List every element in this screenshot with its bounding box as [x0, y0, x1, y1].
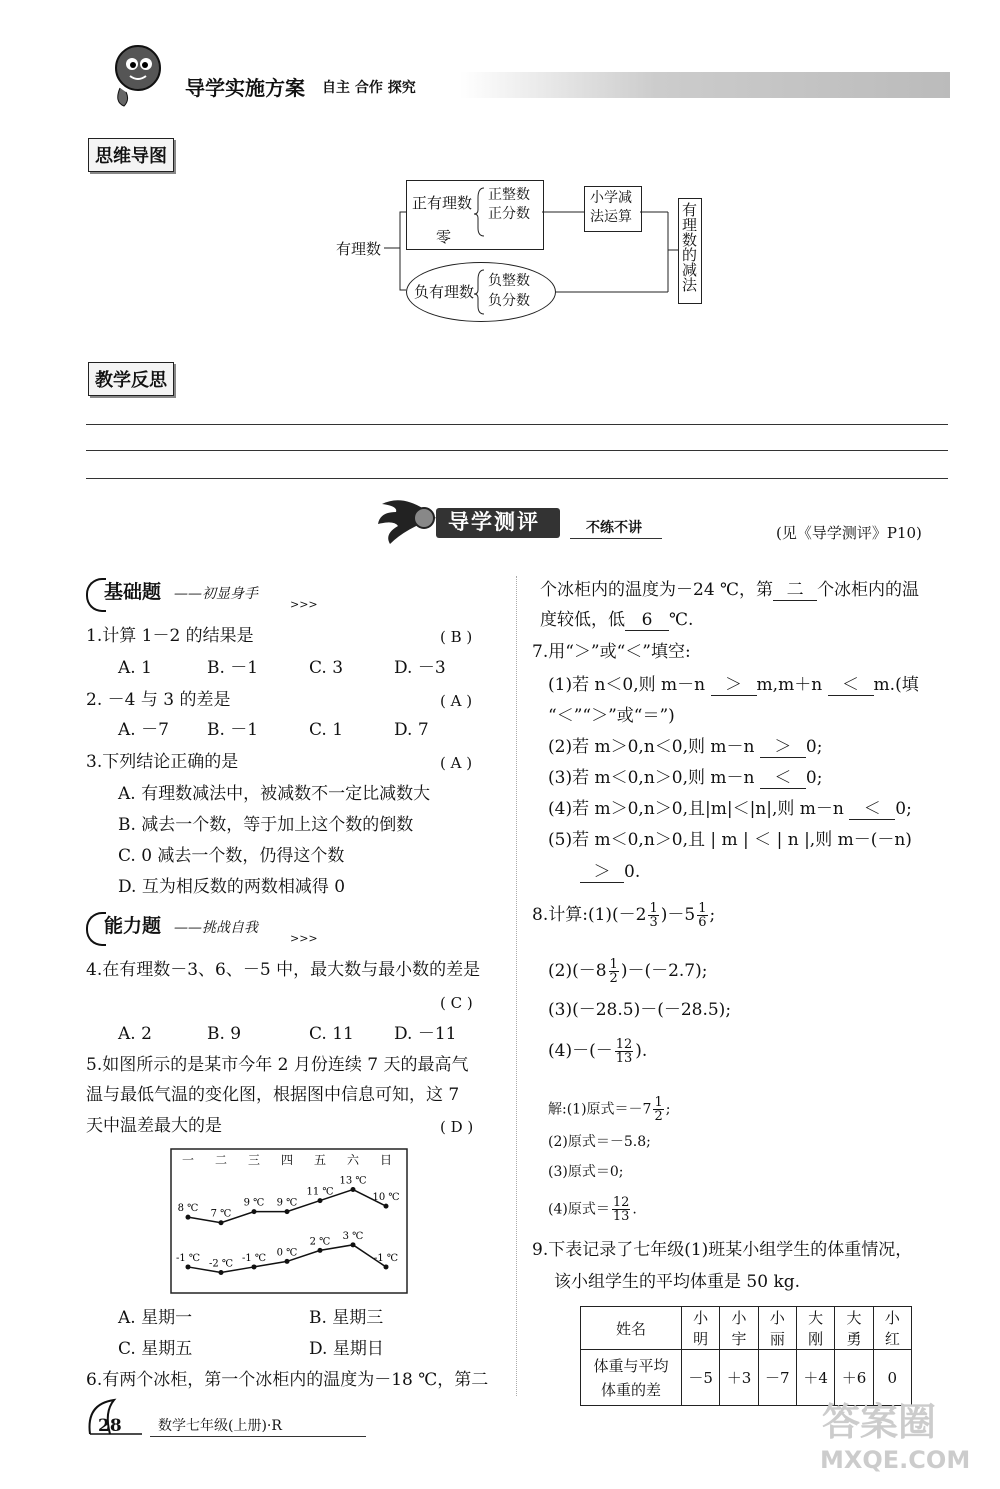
reflection-line [86, 424, 948, 425]
q2-option-a: A. －7 [118, 720, 169, 740]
data-point [351, 1242, 356, 1247]
banner-ref: (见《导学测评》P10) [776, 524, 922, 542]
q4-answer: ( C ) [440, 994, 473, 1012]
q8-part2: (2)(－8 $\frac{1}{2}$ )－(－2.7); [548, 957, 708, 986]
q5-option-c: C. 星期五 [118, 1339, 193, 1359]
q5-line2: 温与最低气温的变化图，根据图中信息可知，这 7 [86, 1085, 460, 1105]
data-label: 2 ℃ [309, 1236, 331, 1248]
table-row [581, 1307, 912, 1350]
x-tick-label: 三 [247, 1153, 261, 1167]
pos-int-label: 正整数 [488, 187, 530, 203]
mindmap-label: 思维导图 [88, 138, 174, 172]
q8-part3: (3)(－28.5)－(－28.5); [548, 1000, 732, 1020]
q5-option-a: A. 星期一 [118, 1308, 193, 1328]
q4-option-c: C. 11 [309, 1024, 354, 1044]
negative-label: 负有理数 [414, 283, 475, 301]
mindmap-root: 有理数 [336, 240, 382, 258]
q4-stem: 4.在有理数－3、6、－5 中，最大数与最小数的差是 [86, 960, 481, 980]
q4-option-a: A. 2 [118, 1024, 152, 1044]
reflection-line [86, 478, 948, 479]
data-point [285, 1209, 290, 1214]
banner-underline [570, 538, 662, 539]
data-point [219, 1220, 224, 1225]
ability-sub: ——挑战自我 [174, 920, 258, 936]
data-point [252, 1264, 257, 1269]
watermark-text1: 答案圈 [822, 1400, 937, 1444]
pos-frac-label: 正分数 [488, 206, 530, 222]
positive-label: 正有理数 [412, 194, 473, 212]
ability-title: 能力题 [104, 915, 162, 937]
q6-blank2: 6 [625, 610, 669, 631]
data-label: -1 ℃ [175, 1252, 201, 1264]
q2-option-d: D. 7 [394, 720, 429, 740]
q6-line3: 度较低，低 6 ℃. [540, 610, 694, 630]
banner-slogan: 不练不讲 [586, 520, 642, 536]
x-tick-label: 五 [313, 1153, 327, 1167]
x-tick-label: 二 [214, 1153, 228, 1167]
q3-option-d: D. 互为相反数的两数相减得 0 [118, 877, 346, 897]
q1-option-a: A. 1 [118, 658, 152, 678]
q4-option-d: D. －11 [394, 1024, 457, 1044]
data-point [285, 1259, 290, 1264]
data-point [384, 1204, 389, 1209]
data-label: -1 ℃ [373, 1252, 399, 1264]
basic-title: 基础题 [104, 581, 162, 603]
q9-line2: 该小组学生的平均体重是 50 kg. [554, 1272, 801, 1292]
q7-part4: (4)若 m＞0,n＞0,且|m|＜|n|,则 m－n ＜ 0; [548, 799, 912, 819]
q8-part4: (4)－(－ $\frac{12}{13}$ ). [548, 1037, 648, 1066]
q3-answer: ( A ) [440, 754, 473, 772]
data-point [186, 1215, 191, 1220]
q7-part3: (3)若 m＜0,n＞0,则 m－n ＜ 0; [548, 768, 823, 788]
table-cell: 姓名 [581, 1307, 682, 1350]
data-label: 3 ℃ [342, 1230, 364, 1242]
q7-part2: (2)若 m＞0,n＜0,则 m－n ＞ 0; [548, 737, 823, 757]
page-number: 28 [98, 1416, 122, 1436]
banner-flame-icon [376, 490, 440, 546]
subtraction-line2: 法运算 [590, 209, 632, 225]
subtraction-line1: 小学减 [590, 190, 632, 206]
basic-arrows: >>> [290, 598, 318, 611]
banner-title: 导学测评 [448, 510, 540, 534]
q8-answer2: (2)原式＝－5.8; [548, 1134, 651, 1150]
data-label: 9 ℃ [243, 1197, 265, 1209]
footer-line [150, 1436, 366, 1437]
weight-table [580, 1306, 912, 1406]
q2-option-c: C. 1 [309, 720, 344, 740]
header-subtitle: 自主 合作 探究 [322, 80, 416, 96]
q7-stem: 7.用“＞”或“＜”填空: [532, 642, 691, 662]
temperature-chart [170, 1148, 410, 1296]
table-cell: 大勇 [835, 1307, 873, 1350]
q6-blank1: 二 [773, 580, 817, 601]
q8-answer3: (3)原式＝0; [548, 1164, 624, 1180]
basic-sub: ——初显身手 [174, 586, 258, 602]
data-point [384, 1264, 389, 1269]
q8-stem: 8.计算:(1)(－2 $\frac{1}{3}$ )－5 $\frac{1}{6}$ ; [532, 901, 716, 930]
data-point [252, 1209, 257, 1214]
q1-option-b: B. －1 [207, 658, 259, 678]
q1-option-c: C. 3 [309, 658, 344, 678]
neg-frac-label: 负分数 [488, 293, 530, 309]
q2-answer: ( A ) [440, 692, 473, 710]
q1-answer: ( B ) [440, 628, 473, 646]
q7-blank4: ＜ [760, 768, 806, 789]
reflection-line [86, 450, 948, 451]
table-cell: ＋6 [835, 1350, 873, 1406]
data-label: 9 ℃ [276, 1197, 298, 1209]
footer-book: 数学七年级(上册)·R [158, 1418, 282, 1434]
q5-answer: ( D ) [440, 1118, 474, 1136]
data-label: 11 ℃ [306, 1186, 334, 1198]
table-cell: 大刚 [796, 1307, 834, 1350]
q2-stem: 2. －4 与 3 的差是 [86, 690, 231, 710]
table-cell: 小明 [682, 1307, 720, 1350]
data-point [186, 1264, 191, 1269]
q9-line1: 9.下表记录了七年级(1)班某小组学生的体重情况， [532, 1240, 913, 1260]
q6-line1: 6.有两个冰柜，第一个冰柜内的温度为－18 ℃，第二 [86, 1370, 489, 1390]
table-cell: 小红 [873, 1307, 911, 1350]
data-label: 0 ℃ [276, 1247, 298, 1259]
watermark-text2: MXQE.COM [820, 1446, 971, 1474]
q1-option-d: D. －3 [394, 658, 446, 678]
q4-option-b: B. 9 [207, 1024, 242, 1044]
table-cell: 小丽 [758, 1307, 796, 1350]
column-divider [516, 576, 517, 1396]
q2-option-b: B. －1 [207, 720, 259, 740]
table-cell: 体重与平均 体重的差 [581, 1350, 682, 1406]
data-label: -1 ℃ [241, 1252, 267, 1264]
header-title: 导学实施方案 [185, 76, 305, 100]
reflection-label: 教学反思 [88, 362, 174, 396]
zero-label: 零 [436, 228, 452, 246]
data-label: -2 ℃ [208, 1258, 234, 1270]
table-cell: ＋4 [796, 1350, 834, 1406]
x-tick-label: 四 [280, 1153, 294, 1167]
data-point [318, 1198, 323, 1203]
q3-option-a: A. 有理数减法中，被减数不一定比减数大 [118, 784, 431, 804]
data-point [318, 1248, 323, 1253]
q5-line1: 5.如图所示的是某市今年 2 月份连续 7 天的最高气 [86, 1055, 469, 1075]
data-label: 7 ℃ [210, 1208, 232, 1220]
table-cell: 小宇 [720, 1307, 758, 1350]
q5-option-d: D. 星期日 [309, 1339, 384, 1359]
q7-blank1: ＞ [711, 675, 757, 696]
q1-stem: 1.计算 1－2 的结果是 [86, 626, 254, 646]
q5-line3: 天中温差最大的是 [86, 1116, 222, 1136]
q8-answer4: (4)原式＝ $\frac{12}{13}$ . [548, 1195, 637, 1224]
data-label: 8 ℃ [177, 1203, 199, 1215]
q7-part5: (5)若 m＜0,n＞0,且 | m | ＜ | n |,则 m－(－n) [548, 830, 912, 850]
q3-stem: 3.下列结论正确的是 [86, 752, 239, 772]
q7-part1-hint: “＜”“＞”或“＝”) [548, 706, 675, 726]
q7-part1: (1)若 n＜0,则 m－n ＞ m,m＋n ＜ m.(填 [548, 675, 919, 695]
basic-section-icon [86, 578, 106, 612]
q8-answer1: 解:(1)原式＝－7 $\frac{1}{2}$ ; [548, 1095, 671, 1124]
q7-blank6: ＞ [580, 862, 624, 883]
x-tick-label: 日 [379, 1153, 393, 1167]
q3-option-b: B. 减去一个数，等于加上这个数的倒数 [118, 815, 414, 835]
q7-blank5: ＜ [849, 799, 895, 820]
data-label: 13 ℃ [339, 1175, 367, 1187]
q7-blank2: ＜ [828, 675, 874, 696]
neg-int-label: 负整数 [488, 273, 530, 289]
x-tick-label: 一 [181, 1153, 195, 1167]
table-cell: ＋3 [720, 1350, 758, 1406]
data-point [219, 1270, 224, 1275]
q5-option-b: B. 星期三 [309, 1308, 384, 1328]
table-cell: 0 [873, 1350, 911, 1406]
table-row [581, 1350, 912, 1406]
data-label: 10 ℃ [372, 1192, 400, 1204]
x-tick-label: 六 [346, 1153, 360, 1167]
q7-blank3: ＞ [760, 737, 806, 758]
q3-option-c: C. 0 减去一个数，仍得这个数 [118, 846, 345, 866]
ability-arrows: >>> [290, 932, 318, 945]
q6-line2: 个冰柜内的温度为－24 ℃，第 二 个冰柜内的温 [540, 580, 920, 600]
data-point [351, 1187, 356, 1192]
q7-part5b: ＞ 0. [580, 862, 640, 883]
table-cell: －7 [758, 1350, 796, 1406]
ability-section-icon [86, 912, 106, 946]
result-label: 有理数的减法 [680, 202, 698, 292]
table-cell: －5 [682, 1350, 720, 1406]
